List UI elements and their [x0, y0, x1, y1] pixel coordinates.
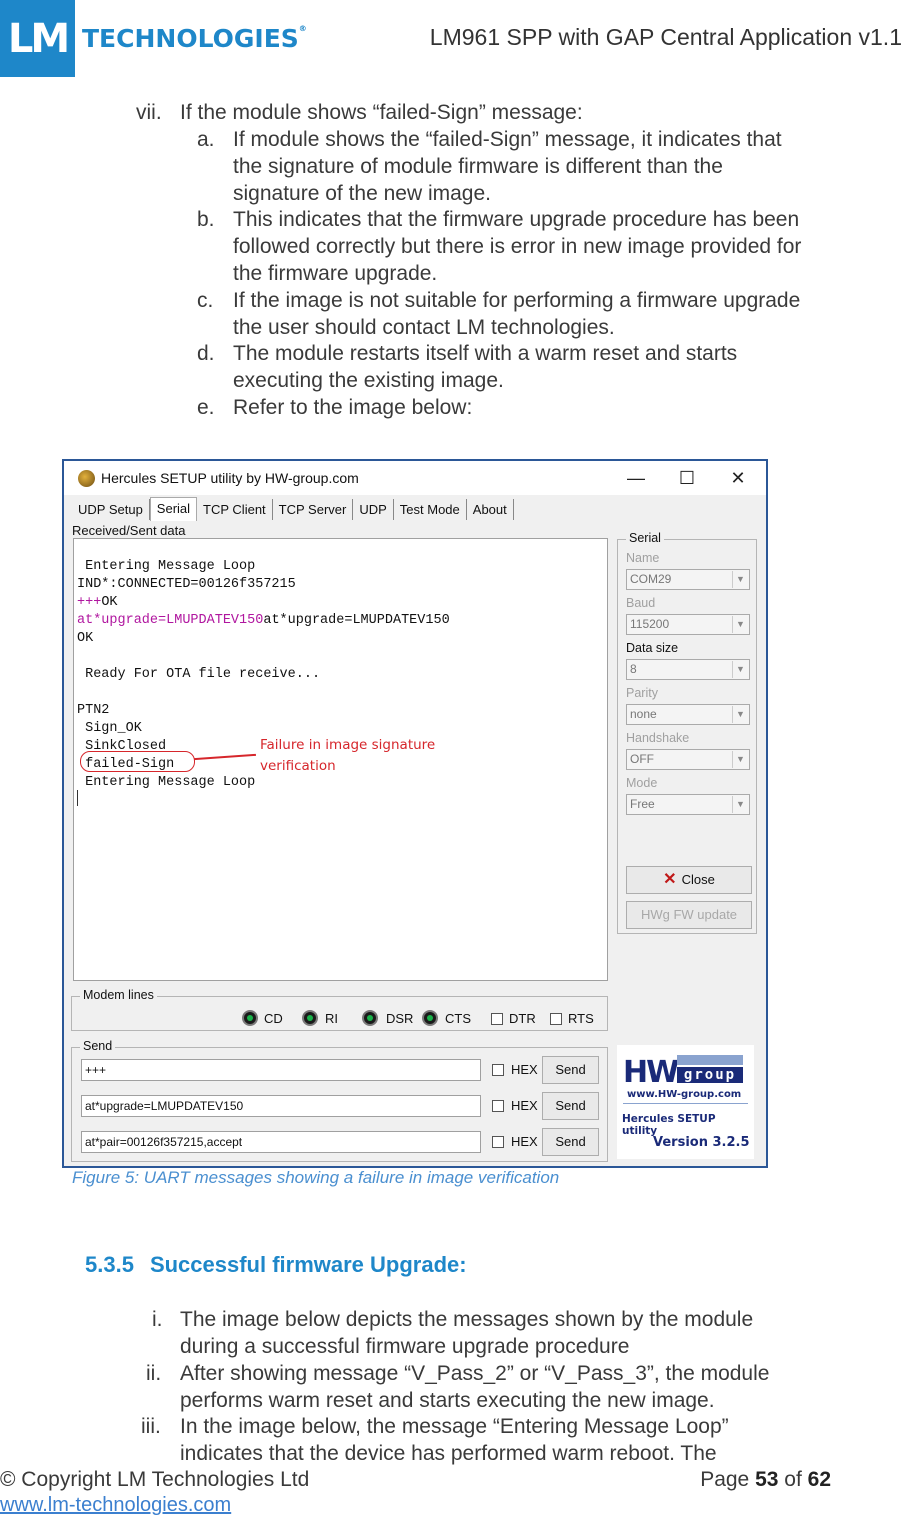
list-marker: d.: [197, 342, 215, 365]
text-line: the signature of module firmware is different than the: [233, 155, 723, 178]
chevron-down-icon: ▼: [732, 571, 748, 588]
window-titlebar: [64, 461, 766, 495]
hex-label: HEX: [511, 1098, 538, 1113]
sent-text: at*upgrade=LMUPDATEV150: [77, 613, 264, 628]
text-line: signature of the new image.: [233, 182, 491, 205]
hw-logo-version: Version 3.2.5: [653, 1135, 750, 1150]
rts-label: RTS: [568, 1011, 594, 1026]
list-marker: i.: [152, 1308, 163, 1331]
terminal-line: Entering Message Loop: [77, 775, 256, 790]
data-size-label: Data size: [626, 641, 679, 655]
list-item: [233, 206, 801, 287]
hex-checkbox[interactable]: [492, 1100, 504, 1112]
text-line: Refer to the image below:: [233, 396, 473, 419]
fw-update-button[interactable]: HWg FW update: [626, 901, 752, 929]
logo-wordmark: [82, 24, 307, 53]
text-line: In the image below, the message “Entering Message Loop”: [180, 1415, 729, 1438]
annotation-line: verification: [260, 758, 336, 774]
tab-serial[interactable]: Serial: [150, 497, 197, 521]
text-line: the user should contact LM technologies.: [233, 316, 615, 339]
section-title: Successful firmware Upgrade:: [149, 1252, 467, 1277]
port-name-value: COM29: [630, 572, 672, 586]
terminal-line: PTN2: [77, 703, 110, 718]
mode-label: Mode: [626, 776, 658, 790]
dsr-label: DSR: [386, 1011, 414, 1026]
received-data-terminal[interactable]: [73, 538, 608, 981]
text-line: If module shows the “failed-Sign” message, it indicates that: [233, 128, 782, 151]
of-word: of: [784, 1468, 802, 1491]
send-legend: Send: [80, 1039, 115, 1053]
terminal-line: SinkClosed: [77, 739, 167, 754]
page-number: [700, 1468, 831, 1492]
text-line: The image below depicts the messages shown by the module: [180, 1308, 754, 1331]
tab-udp-setup[interactable]: UDP Setup: [72, 499, 150, 520]
list-item: [233, 126, 782, 207]
parity-select[interactable]: [626, 704, 750, 725]
dsr-indicator-icon: [362, 1010, 378, 1026]
baud-value: 115200: [630, 617, 670, 631]
company-logo: [0, 0, 75, 77]
tab-tcp-server[interactable]: TCP Server: [273, 499, 354, 520]
send-button[interactable]: Send: [542, 1092, 599, 1120]
chevron-down-icon: ▼: [732, 796, 748, 813]
data-size-value: 8: [630, 662, 637, 676]
annotation-line: Failure in image signature: [260, 737, 436, 753]
send-button[interactable]: Send: [542, 1056, 599, 1084]
list-marker: e.: [197, 396, 215, 419]
list-item: [233, 287, 800, 341]
tab-bar: [72, 497, 514, 521]
terminal-line: [77, 613, 450, 628]
handshake-select[interactable]: [626, 749, 750, 770]
tab-about[interactable]: About: [467, 499, 514, 520]
hex-checkbox[interactable]: [492, 1064, 504, 1076]
list-marker: a.: [197, 128, 215, 151]
terminal-line: IND*:CONNECTED=00126f357215: [77, 577, 296, 592]
rts-checkbox[interactable]: [550, 1013, 562, 1025]
text-line: during a successful firmware upgrade procedure: [180, 1335, 630, 1358]
list-marker: c.: [197, 289, 214, 312]
logo-mark: LM: [7, 15, 68, 62]
terminal-line: Sign_OK: [77, 721, 142, 736]
handshake-value: OFF: [630, 752, 654, 766]
list-marker: ii.: [146, 1362, 162, 1385]
page-word: Page: [700, 1468, 750, 1491]
baud-label: Baud: [626, 596, 656, 610]
list-item: [180, 1306, 753, 1360]
chevron-down-icon: ▼: [732, 661, 748, 678]
parity-value: none: [630, 707, 657, 721]
close-port-button[interactable]: [626, 866, 752, 894]
list-marker: b.: [197, 208, 215, 231]
footer-website-link[interactable]: www.lm-technologies.com: [0, 1494, 232, 1516]
text-line: After showing message “V_Pass_2” or “V_Pass_3”, the module: [180, 1362, 770, 1385]
terminal-line: OK: [77, 631, 94, 646]
hercules-app-icon: [78, 470, 95, 487]
annotation-text: [260, 735, 435, 777]
send-input[interactable]: at*upgrade=LMUPDATEV150: [81, 1095, 481, 1117]
chevron-down-icon: ▼: [732, 751, 748, 768]
text-cursor: [77, 790, 78, 806]
logo-text: TECHNOLOGIES: [82, 24, 299, 53]
handshake-label: Handshake: [626, 731, 690, 745]
hercules-window: [62, 459, 768, 1168]
sent-text: +++: [77, 595, 102, 610]
hw-logo-mark: HW: [623, 1055, 678, 1090]
close-port-label: Close: [681, 872, 715, 887]
document-title: LM961 SPP with GAP Central Application v1.1: [429, 24, 902, 50]
port-name-select[interactable]: [626, 569, 750, 590]
parity-label: Parity: [626, 686, 658, 700]
text-line: performs warm reset and starts executing the new image.: [180, 1389, 715, 1412]
received-text: at*upgrade=LMUPDATEV150: [263, 613, 450, 628]
close-window-button[interactable]: ✕: [730, 468, 746, 488]
hw-logo-divider: [623, 1103, 748, 1104]
list-marker: vii.: [136, 101, 162, 124]
terminal-line: Ready For OTA file receive...: [77, 667, 321, 682]
hw-logo-product: Hercules SETUP utility: [622, 1113, 716, 1137]
text-line: If the image is not suitable for performing a firmware upgrade: [233, 289, 801, 312]
figure-caption: Figure 5: UART messages showing a failure in image verification: [72, 1168, 560, 1187]
maximize-button[interactable]: ☐: [678, 468, 696, 488]
cd-label: CD: [264, 1011, 283, 1026]
received-text: OK: [101, 595, 118, 610]
minimize-button[interactable]: —: [627, 468, 645, 488]
tab-udp[interactable]: UDP: [353, 499, 393, 520]
name-label: Name: [626, 551, 660, 565]
hex-checkbox[interactable]: [492, 1136, 504, 1148]
serial-settings-panel: [617, 531, 757, 934]
footer-copyright: © Copyright LM Technologies Ltd: [0, 1468, 310, 1491]
mode-select[interactable]: [626, 794, 750, 815]
send-panel: [71, 1039, 608, 1162]
list-item: [233, 340, 737, 394]
hw-logo-bar: [677, 1055, 743, 1065]
text-line: This indicates that the firmware upgrade procedure has been: [233, 208, 800, 231]
window-title: Hercules SETUP utility by HW-group.com: [101, 470, 359, 486]
annotation-pointer: [194, 754, 256, 760]
page-current: 53: [755, 1468, 779, 1491]
terminal-line: failed-Sign: [77, 757, 175, 772]
hex-label: HEX: [511, 1062, 538, 1077]
mode-value: Free: [630, 797, 655, 811]
cts-indicator-icon: [422, 1010, 438, 1026]
chevron-down-icon: ▼: [732, 616, 748, 633]
cts-label: CTS: [445, 1011, 471, 1026]
text-line: The module restarts itself with a warm reset and starts: [233, 342, 738, 365]
modem-legend: Modem lines: [80, 988, 157, 1002]
terminal-line: Entering Message Loop: [77, 559, 256, 574]
text-line: followed correctly but there is error in new image provided for: [233, 235, 802, 258]
list-item: [180, 1360, 769, 1414]
registered-mark: ®: [298, 24, 307, 33]
close-x-icon: ✕: [663, 871, 677, 888]
text-line: indicates that the device has performed warm reboot. The: [180, 1442, 717, 1465]
terminal-line: [77, 595, 118, 610]
section-heading: [85, 1252, 467, 1278]
hw-logo-url: www.HW-group.com: [627, 1089, 742, 1100]
ri-indicator-icon: [302, 1010, 318, 1026]
send-button[interactable]: Send: [542, 1128, 599, 1156]
list-item: [180, 1413, 729, 1467]
baud-select[interactable]: [626, 614, 750, 635]
dtr-label: DTR: [509, 1011, 536, 1026]
text-line: executing the existing image.: [233, 369, 504, 392]
dtr-checkbox[interactable]: [491, 1013, 503, 1025]
chevron-down-icon: ▼: [732, 706, 748, 723]
annotation-circle: [80, 751, 195, 772]
page-total: 62: [807, 1468, 831, 1491]
send-input[interactable]: at*pair=00126f357215,accept: [81, 1131, 481, 1153]
cd-indicator-icon: [242, 1010, 258, 1026]
tab-test-mode[interactable]: Test Mode: [394, 499, 467, 520]
serial-legend: Serial: [626, 531, 664, 545]
list-item: [233, 394, 472, 421]
text-line: the firmware upgrade.: [233, 262, 438, 285]
ri-label: RI: [325, 1011, 338, 1026]
hex-label: HEX: [511, 1134, 538, 1149]
data-size-select[interactable]: [626, 659, 750, 680]
send-input[interactable]: +++: [81, 1059, 481, 1081]
hw-logo-group: group: [677, 1067, 743, 1083]
modem-lines-panel: [71, 988, 608, 1031]
section-number: 5.3.5: [85, 1252, 134, 1277]
tab-tcp-client[interactable]: TCP Client: [197, 499, 273, 520]
list-item-text: If the module shows “failed-Sign” message:: [180, 101, 583, 124]
list-marker: iii.: [141, 1415, 161, 1438]
hw-group-logo[interactable]: [617, 1045, 754, 1159]
received-data-label: Received/Sent data: [72, 523, 186, 538]
